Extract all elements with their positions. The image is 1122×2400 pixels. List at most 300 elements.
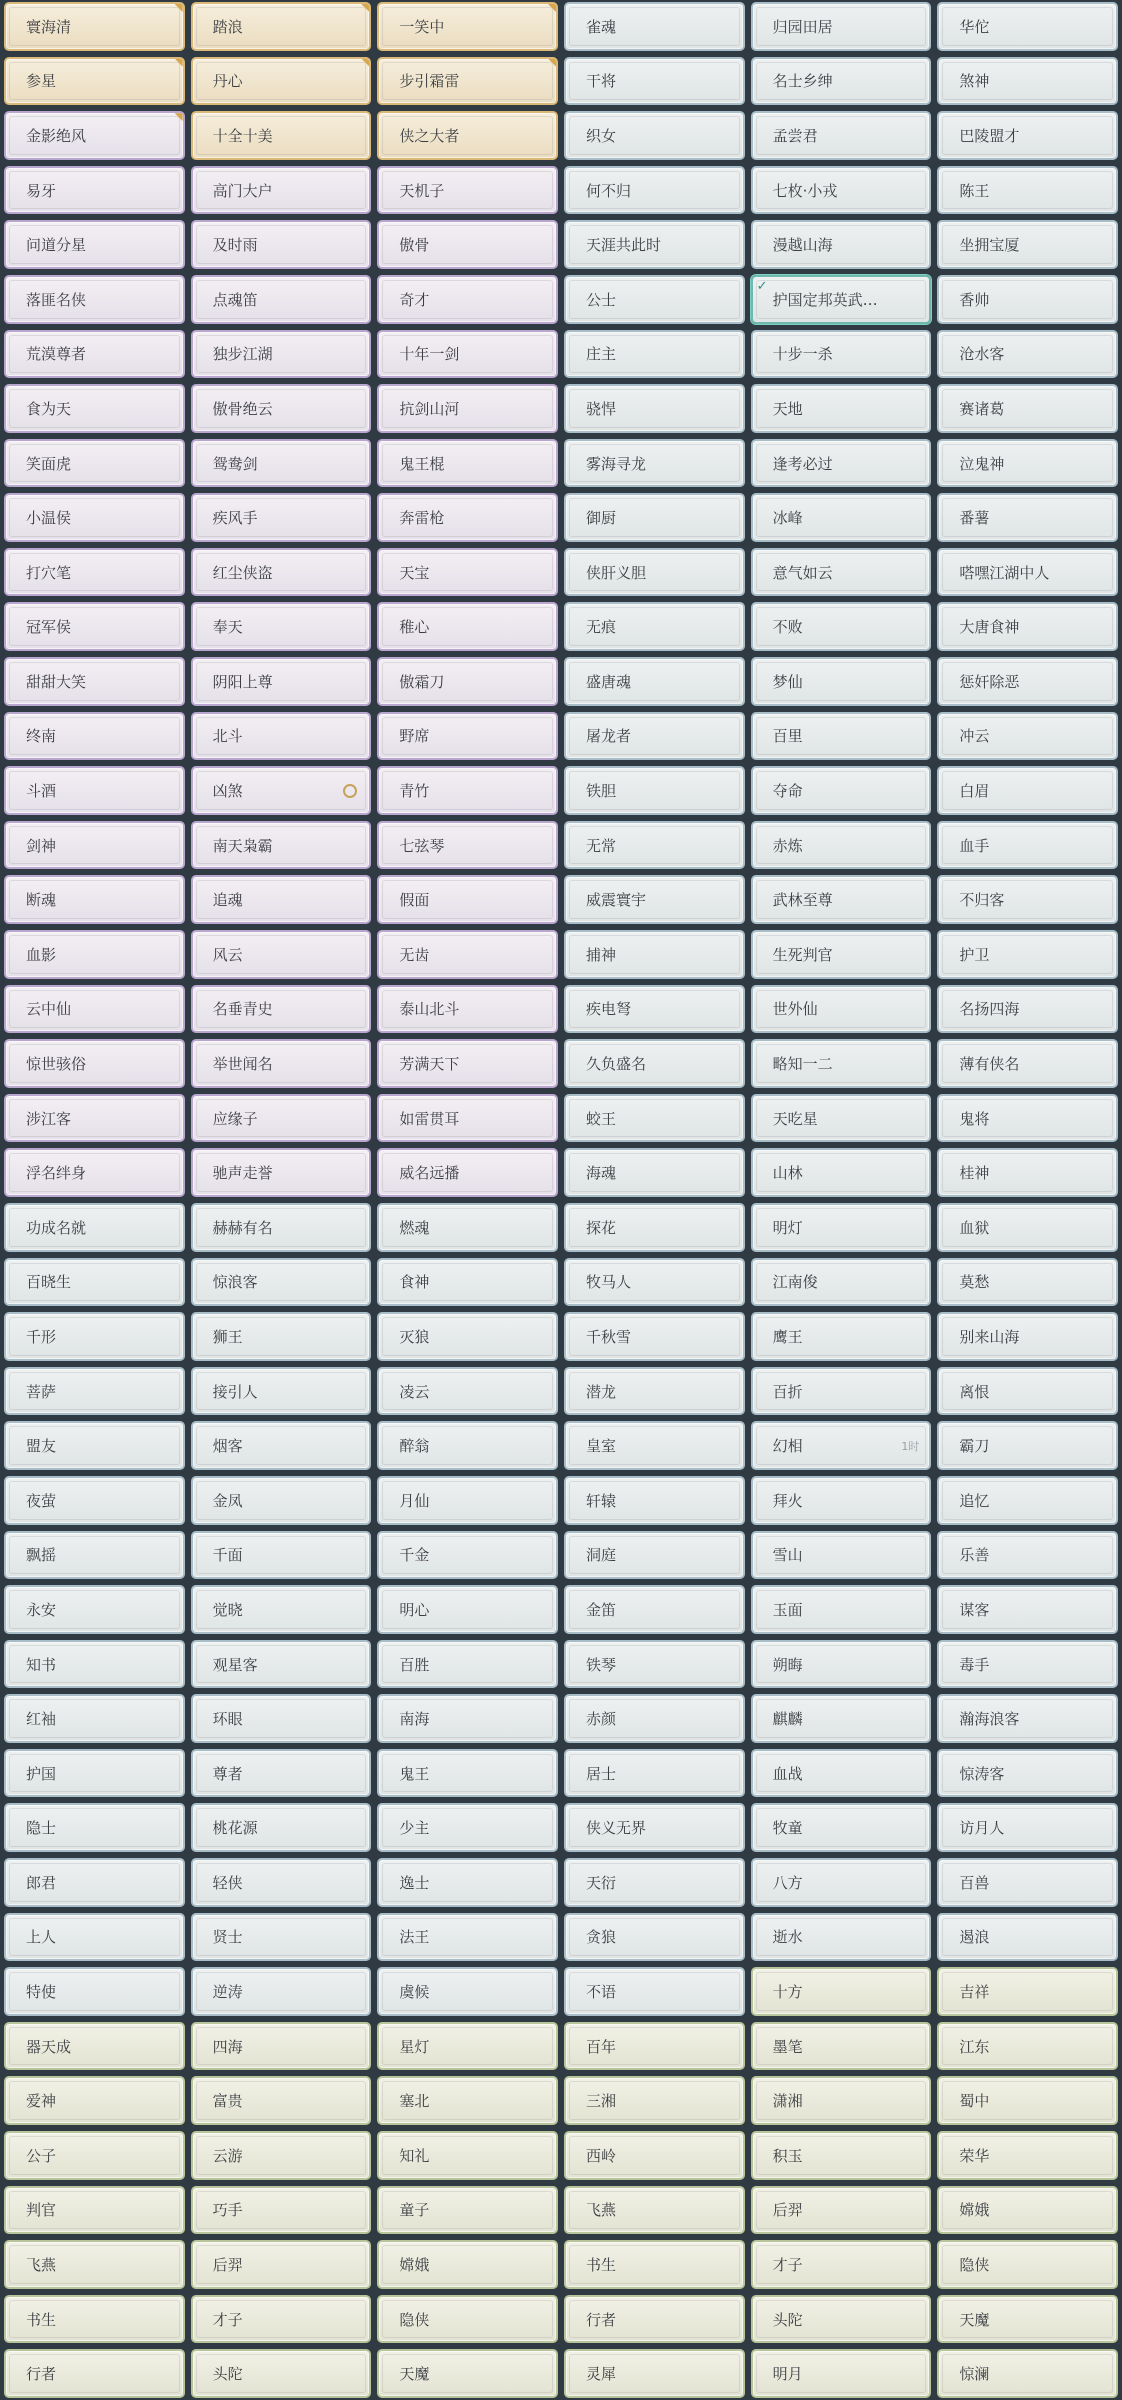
title-tile[interactable] — [377, 1967, 558, 2016]
title-tile[interactable] — [377, 1312, 558, 1361]
title-label: 奉天 — [212, 618, 243, 637]
title-label: 红袖 — [26, 1710, 57, 1729]
title-label: 墨笔 — [772, 2037, 803, 2056]
title-tile[interactable] — [751, 2240, 932, 2289]
title-tile[interactable] — [751, 1694, 932, 1743]
title-label: 逆涛 — [212, 1983, 243, 2002]
title-tile[interactable] — [191, 1203, 372, 1252]
title-tile[interactable] — [937, 2349, 1118, 2398]
title-tile[interactable] — [564, 602, 745, 651]
title-tile[interactable] — [377, 2, 558, 51]
title-tile[interactable] — [377, 821, 558, 870]
title-tile[interactable] — [377, 766, 558, 815]
title-tile[interactable] — [937, 330, 1118, 379]
title-tile[interactable] — [751, 2295, 932, 2344]
title-tile[interactable] — [751, 985, 932, 1034]
title-tile[interactable] — [937, 1476, 1118, 1525]
title-label: 浮名绊身 — [26, 1164, 87, 1183]
title-tile[interactable] — [751, 1039, 932, 1088]
title-tile[interactable] — [377, 1258, 558, 1307]
title-label: 后羿 — [772, 2201, 803, 2220]
title-tile[interactable] — [191, 1803, 372, 1852]
title-tile[interactable] — [4, 985, 185, 1034]
title-tile[interactable] — [751, 766, 932, 815]
title-tile[interactable] — [564, 1421, 745, 1470]
title-tile[interactable] — [377, 1148, 558, 1197]
title-tile[interactable] — [377, 439, 558, 488]
title-tile[interactable] — [377, 2076, 558, 2125]
title-tile[interactable] — [4, 2186, 185, 2235]
title-label: 麒麟 — [772, 1710, 803, 1729]
title-tile[interactable] — [191, 1094, 372, 1143]
title-tile[interactable] — [751, 111, 932, 160]
title-tile[interactable] — [377, 1858, 558, 1907]
title-tile[interactable] — [564, 439, 745, 488]
title-tile[interactable] — [937, 1039, 1118, 1088]
title-tile[interactable] — [377, 1367, 558, 1416]
title-label: 名士乡绅 — [772, 72, 833, 91]
title-tile[interactable] — [191, 985, 372, 1034]
title-label: 七弦琴 — [399, 836, 445, 855]
title-tile[interactable] — [4, 766, 185, 815]
title-tile[interactable] — [937, 493, 1118, 542]
title-tile[interactable] — [564, 2349, 745, 2398]
title-tile[interactable] — [751, 1640, 932, 1689]
title-tile[interactable] — [4, 657, 185, 706]
title-tile[interactable] — [377, 2295, 558, 2344]
title-tile[interactable] — [4, 1094, 185, 1143]
title-label: 功成名就 — [26, 1218, 87, 1237]
title-tile[interactable] — [4, 2022, 185, 2071]
title-tile[interactable] — [377, 493, 558, 542]
title-tile[interactable] — [937, 2186, 1118, 2235]
title-label: 应缘子 — [212, 1109, 258, 1128]
title-tile[interactable] — [191, 1967, 372, 2016]
title-tile[interactable] — [937, 602, 1118, 651]
title-tile[interactable] — [191, 1476, 372, 1525]
title-tile[interactable] — [191, 1148, 372, 1197]
title-label: 无齿 — [399, 945, 430, 964]
title-tile[interactable] — [191, 2186, 372, 2235]
title-tile[interactable] — [191, 1858, 372, 1907]
title-tile[interactable] — [751, 1094, 932, 1143]
title-tile[interactable] — [377, 2131, 558, 2180]
title-tile[interactable] — [4, 439, 185, 488]
title-tile[interactable] — [191, 166, 372, 215]
title-tile[interactable] — [564, 2131, 745, 2180]
title-tile[interactable] — [751, 875, 932, 924]
title-tile[interactable] — [191, 1531, 372, 1580]
title-tile[interactable] — [751, 220, 932, 269]
title-tile[interactable] — [751, 275, 932, 324]
title-tile[interactable] — [191, 220, 372, 269]
title-tile[interactable] — [564, 2, 745, 51]
title-label: 打穴笔 — [26, 563, 72, 582]
title-tile[interactable] — [4, 1476, 185, 1525]
title-tile[interactable] — [751, 2186, 932, 2235]
title-tile[interactable] — [564, 1039, 745, 1088]
title-tile[interactable] — [191, 1421, 372, 1470]
title-tile[interactable] — [751, 330, 932, 379]
title-tile[interactable] — [377, 1476, 558, 1525]
title-tile[interactable] — [937, 2131, 1118, 2180]
title-tile[interactable] — [564, 275, 745, 324]
title-tile[interactable] — [937, 2076, 1118, 2125]
title-tile[interactable] — [564, 1531, 745, 1580]
title-tile[interactable] — [4, 2349, 185, 2398]
title-tile[interactable] — [4, 1039, 185, 1088]
title-tile[interactable] — [751, 1258, 932, 1307]
title-label: 白眉 — [959, 782, 990, 801]
title-tile[interactable] — [751, 1803, 932, 1852]
title-label: 江东 — [959, 2037, 990, 2056]
title-tile[interactable] — [564, 766, 745, 815]
title-tile[interactable] — [377, 220, 558, 269]
title-tile[interactable] — [191, 875, 372, 924]
title-tile[interactable] — [377, 985, 558, 1034]
title-label: 血影 — [26, 945, 57, 964]
title-label: 天吃星 — [772, 1109, 818, 1128]
title-tile[interactable] — [564, 712, 745, 761]
title-tile[interactable] — [751, 930, 932, 979]
title-tile[interactable] — [4, 1858, 185, 1907]
title-label: 金凤 — [212, 1491, 243, 1510]
title-tile[interactable] — [377, 384, 558, 433]
title-tile[interactable] — [191, 57, 372, 106]
title-tile[interactable] — [564, 1694, 745, 1743]
title-tile[interactable] — [191, 275, 372, 324]
title-tile[interactable] — [937, 384, 1118, 433]
title-tile[interactable] — [751, 166, 932, 215]
title-tile[interactable] — [564, 2240, 745, 2289]
title-tile[interactable] — [937, 1803, 1118, 1852]
title-tile[interactable] — [751, 2, 932, 51]
title-tile[interactable] — [191, 1367, 372, 1416]
title-tile[interactable] — [377, 875, 558, 924]
title-tile[interactable] — [191, 548, 372, 597]
title-tile[interactable] — [564, 1476, 745, 1525]
title-tile[interactable] — [937, 1094, 1118, 1143]
title-tile[interactable] — [191, 111, 372, 160]
title-tile[interactable] — [377, 2240, 558, 2289]
title-tile[interactable] — [377, 1913, 558, 1962]
title-tile[interactable] — [4, 1203, 185, 1252]
title-tile[interactable] — [4, 2240, 185, 2289]
title-tile[interactable] — [4, 548, 185, 597]
title-tile[interactable] — [377, 712, 558, 761]
title-tile[interactable] — [4, 1694, 185, 1743]
title-tile[interactable] — [564, 1749, 745, 1798]
title-label: 及时雨 — [212, 236, 258, 255]
title-tile[interactable] — [4, 1967, 185, 2016]
title-tile[interactable] — [751, 2022, 932, 2071]
title-tile[interactable] — [564, 657, 745, 706]
title-label: 环眼 — [212, 1710, 243, 1729]
title-tile[interactable] — [937, 1148, 1118, 1197]
title-tile[interactable] — [191, 1039, 372, 1088]
corner-ornament-icon — [175, 4, 183, 12]
title-tile[interactable] — [751, 657, 932, 706]
title-tile[interactable] — [377, 1421, 558, 1470]
title-tile[interactable] — [564, 2186, 745, 2235]
title-tile[interactable] — [937, 220, 1118, 269]
title-tile[interactable] — [937, 2, 1118, 51]
title-tile[interactable] — [377, 1694, 558, 1743]
title-label: 雾海寻龙 — [586, 454, 647, 473]
title-tile[interactable] — [564, 220, 745, 269]
title-tile[interactable] — [937, 1858, 1118, 1907]
title-tile[interactable] — [751, 1913, 932, 1962]
title-tile[interactable] — [937, 2295, 1118, 2344]
title-tile[interactable] — [377, 1803, 558, 1852]
title-tile[interactable] — [4, 166, 185, 215]
title-tile[interactable] — [4, 875, 185, 924]
title-tile[interactable] — [937, 1203, 1118, 1252]
title-tile[interactable] — [564, 1367, 745, 1416]
title-tile[interactable] — [377, 1749, 558, 1798]
title-tile[interactable] — [191, 657, 372, 706]
title-tile[interactable] — [377, 1531, 558, 1580]
title-label: 拜火 — [772, 1491, 803, 1510]
title-tile[interactable] — [191, 2, 372, 51]
title-tile[interactable] — [191, 384, 372, 433]
title-tile[interactable] — [564, 1803, 745, 1852]
title-tile[interactable] — [377, 2022, 558, 2071]
title-tile[interactable] — [751, 1421, 932, 1470]
title-tile[interactable] — [377, 548, 558, 597]
title-tile[interactable] — [937, 548, 1118, 597]
title-tile[interactable] — [937, 1258, 1118, 1307]
title-tile[interactable] — [937, 1585, 1118, 1634]
title-tile[interactable] — [4, 602, 185, 651]
title-tile[interactable] — [751, 1203, 932, 1252]
title-tile[interactable] — [937, 821, 1118, 870]
title-tile[interactable] — [377, 602, 558, 651]
title-tile[interactable] — [191, 2131, 372, 2180]
title-label: 玉面 — [772, 1600, 803, 1619]
title-tile[interactable] — [191, 2022, 372, 2071]
title-tile[interactable] — [564, 1858, 745, 1907]
title-tile[interactable] — [377, 2186, 558, 2235]
title-tile[interactable] — [564, 1094, 745, 1143]
title-label: 一笑中 — [399, 17, 445, 36]
title-tile[interactable] — [564, 111, 745, 160]
title-tile[interactable] — [564, 1148, 745, 1197]
title-tile[interactable] — [937, 657, 1118, 706]
title-tile[interactable] — [4, 57, 185, 106]
title-tile[interactable] — [751, 821, 932, 870]
title-tile[interactable] — [191, 1640, 372, 1689]
title-tile[interactable] — [191, 1312, 372, 1361]
title-tile[interactable] — [937, 1421, 1118, 1470]
title-tile[interactable] — [564, 1585, 745, 1634]
title-tile[interactable] — [191, 821, 372, 870]
title-tile[interactable] — [751, 1148, 932, 1197]
title-tile[interactable] — [751, 2076, 932, 2125]
title-tile[interactable] — [191, 930, 372, 979]
title-tile[interactable] — [937, 1531, 1118, 1580]
title-tile[interactable] — [4, 1531, 185, 1580]
title-tile[interactable] — [751, 439, 932, 488]
title-tile[interactable] — [4, 1749, 185, 1798]
title-tile[interactable] — [4, 1421, 185, 1470]
title-tile[interactable] — [751, 1749, 932, 1798]
title-tile[interactable] — [191, 2240, 372, 2289]
title-tile[interactable] — [191, 1913, 372, 1962]
title-tile[interactable] — [937, 712, 1118, 761]
title-tile[interactable] — [377, 930, 558, 979]
title-tile[interactable] — [751, 1858, 932, 1907]
title-tile[interactable] — [377, 1585, 558, 1634]
title-tile[interactable] — [564, 1312, 745, 1361]
title-tile[interactable] — [4, 1367, 185, 1416]
title-tile[interactable] — [4, 1913, 185, 1962]
title-tile[interactable] — [4, 2076, 185, 2125]
title-tile[interactable] — [4, 1803, 185, 1852]
title-tile[interactable] — [4, 1258, 185, 1307]
title-tile[interactable] — [191, 1749, 372, 1798]
title-tile[interactable] — [937, 1367, 1118, 1416]
title-tile[interactable] — [751, 712, 932, 761]
title-tile[interactable] — [4, 712, 185, 761]
title-tile[interactable] — [564, 2295, 745, 2344]
title-tile[interactable] — [937, 111, 1118, 160]
title-tile[interactable] — [191, 602, 372, 651]
title-tile[interactable] — [751, 1312, 932, 1361]
title-tile[interactable] — [937, 1312, 1118, 1361]
title-tile[interactable] — [377, 166, 558, 215]
title-tile[interactable] — [937, 985, 1118, 1034]
title-label: 判官 — [26, 2201, 57, 2220]
title-tile[interactable] — [564, 821, 745, 870]
title-tile[interactable] — [751, 493, 932, 542]
title-tile[interactable] — [751, 548, 932, 597]
title-tile[interactable] — [4, 220, 185, 269]
title-tile[interactable] — [937, 57, 1118, 106]
title-tile[interactable] — [4, 2295, 185, 2344]
title-label: 积玉 — [772, 2146, 803, 2165]
title-tile[interactable] — [4, 111, 185, 160]
title-label: 小温侯 — [26, 509, 72, 528]
title-tile[interactable] — [191, 2295, 372, 2344]
title-tile[interactable] — [564, 548, 745, 597]
title-tile[interactable] — [751, 1585, 932, 1634]
title-tile[interactable] — [937, 2240, 1118, 2289]
title-tile[interactable] — [937, 2022, 1118, 2071]
title-tile[interactable] — [4, 1312, 185, 1361]
title-tile[interactable] — [564, 384, 745, 433]
title-tile[interactable] — [191, 330, 372, 379]
title-tile[interactable] — [4, 493, 185, 542]
title-tile[interactable] — [191, 1694, 372, 1743]
title-tile[interactable] — [377, 57, 558, 106]
title-tile[interactable] — [4, 1148, 185, 1197]
title-tile[interactable] — [564, 1640, 745, 1689]
title-tile[interactable] — [4, 275, 185, 324]
title-tile[interactable] — [191, 493, 372, 542]
title-tile[interactable] — [751, 384, 932, 433]
title-tile[interactable] — [937, 1694, 1118, 1743]
title-tile[interactable] — [751, 602, 932, 651]
title-tile[interactable] — [937, 930, 1118, 979]
title-tile[interactable] — [4, 930, 185, 979]
title-tile[interactable] — [564, 875, 745, 924]
title-tile[interactable] — [564, 166, 745, 215]
title-tile[interactable] — [937, 1967, 1118, 2016]
title-tile[interactable] — [564, 2076, 745, 2125]
title-tile[interactable] — [4, 330, 185, 379]
title-tile[interactable] — [564, 1203, 745, 1252]
title-tile[interactable] — [937, 166, 1118, 215]
title-label: 名扬四海 — [959, 1000, 1020, 1019]
title-tile[interactable] — [4, 1585, 185, 1634]
title-tile[interactable] — [937, 875, 1118, 924]
title-tile[interactable] — [751, 57, 932, 106]
title-tile[interactable] — [751, 2349, 932, 2398]
title-tile[interactable] — [751, 2131, 932, 2180]
title-tile[interactable] — [377, 1203, 558, 1252]
title-label: 灭狼 — [399, 1327, 430, 1346]
title-tile[interactable] — [377, 1640, 558, 1689]
title-tile[interactable] — [377, 111, 558, 160]
title-tile[interactable] — [4, 1640, 185, 1689]
title-tile[interactable] — [191, 1585, 372, 1634]
title-label: 香帅 — [959, 290, 990, 309]
title-tile[interactable] — [937, 766, 1118, 815]
title-tile[interactable] — [564, 930, 745, 979]
title-tile[interactable] — [937, 1913, 1118, 1962]
title-tile[interactable] — [937, 1749, 1118, 1798]
title-label: 霸刀 — [959, 1437, 990, 1456]
title-tile[interactable] — [191, 1258, 372, 1307]
title-tile[interactable] — [377, 275, 558, 324]
title-tile[interactable] — [377, 2349, 558, 2398]
title-tile[interactable] — [4, 2, 185, 51]
title-tile[interactable] — [191, 2076, 372, 2125]
title-tile[interactable] — [377, 330, 558, 379]
title-tile[interactable] — [377, 1039, 558, 1088]
title-tile[interactable] — [751, 1476, 932, 1525]
title-tile[interactable] — [377, 1094, 558, 1143]
title-tile[interactable] — [191, 766, 372, 815]
title-tile[interactable] — [564, 330, 745, 379]
title-tile[interactable] — [751, 1367, 932, 1416]
title-tile[interactable] — [937, 1640, 1118, 1689]
title-label: 华佗 — [959, 17, 990, 36]
title-tile[interactable] — [191, 439, 372, 488]
title-tile[interactable] — [937, 275, 1118, 324]
title-tile[interactable] — [377, 657, 558, 706]
title-label: 隐士 — [26, 1819, 57, 1838]
title-tile[interactable] — [564, 985, 745, 1034]
title-tile[interactable] — [564, 57, 745, 106]
title-tile[interactable] — [191, 2349, 372, 2398]
title-tile[interactable] — [4, 2131, 185, 2180]
title-tile[interactable] — [564, 2022, 745, 2071]
title-tile[interactable] — [751, 1967, 932, 2016]
title-tile[interactable] — [564, 493, 745, 542]
title-label: 富贵 — [212, 2092, 243, 2111]
title-tile[interactable] — [564, 1967, 745, 2016]
title-tile[interactable] — [564, 1258, 745, 1307]
title-tile[interactable] — [191, 712, 372, 761]
title-tile[interactable] — [564, 1913, 745, 1962]
title-tile[interactable] — [4, 384, 185, 433]
title-label: 八方 — [772, 1873, 803, 1892]
title-tile[interactable] — [937, 439, 1118, 488]
title-tile[interactable] — [751, 1531, 932, 1580]
title-tile[interactable] — [4, 821, 185, 870]
